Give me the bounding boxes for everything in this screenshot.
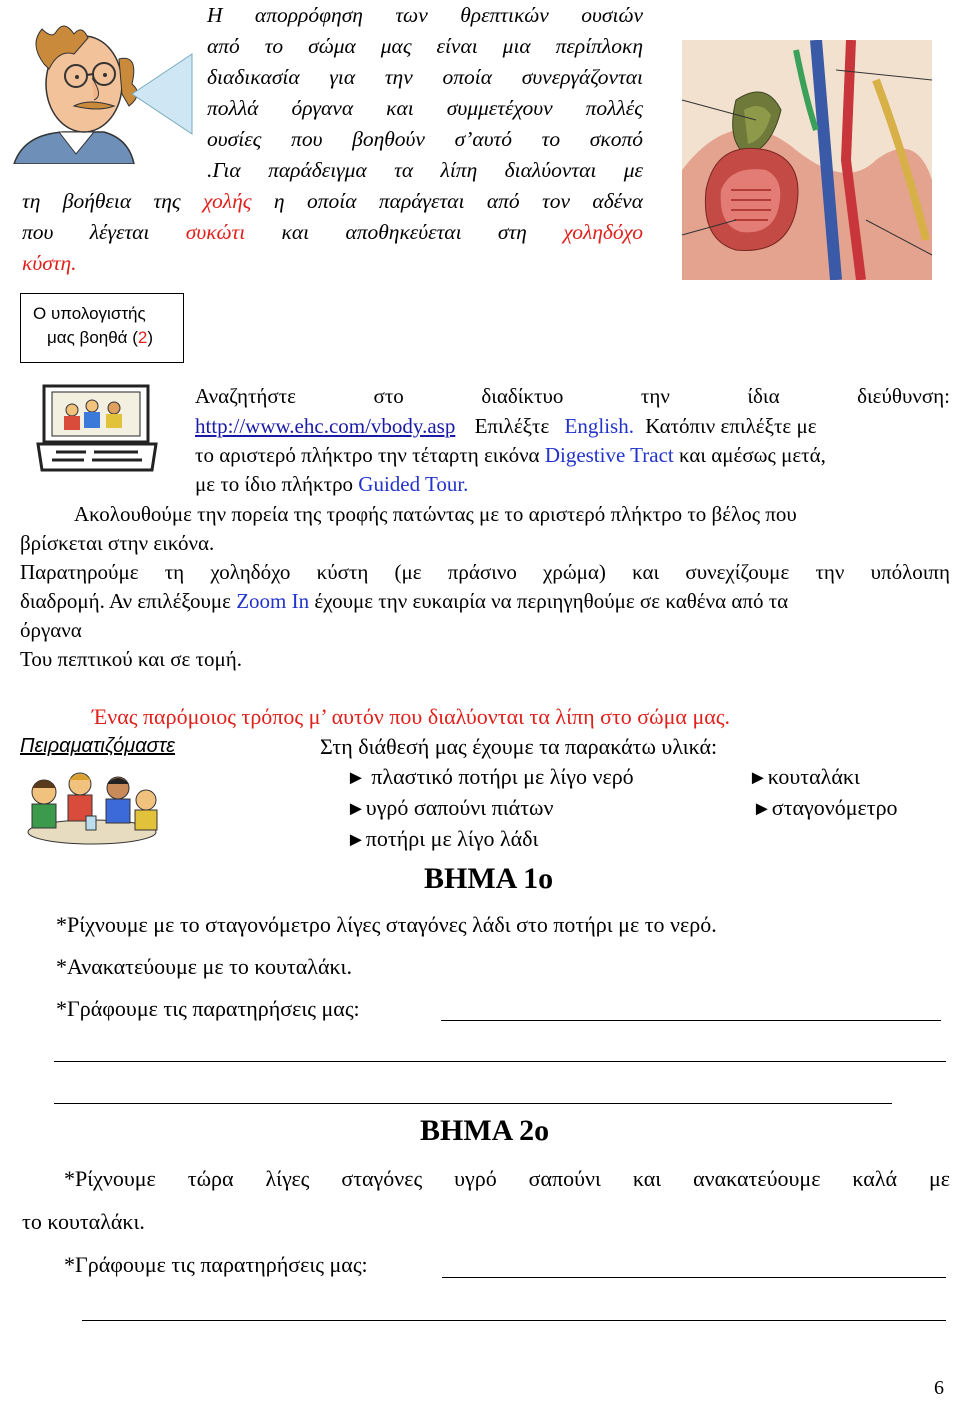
step1-title: ΒΗΜΑ 1ο xyxy=(424,862,554,895)
digestive-anatomy-image xyxy=(676,40,936,280)
helper-title: Ο υπολογιστής xyxy=(33,304,146,323)
step2-line: το κουταλάκι. xyxy=(22,1209,145,1234)
intro-line: τη βοήθεια της χολής η οποία παράγεται από τον αδένα xyxy=(22,189,643,213)
computer-icon xyxy=(34,384,160,474)
intro-line: Η απορρόφηση των θρεπτικών ουσιών xyxy=(207,3,643,27)
material-item: ► πλαστικό ποτήρι με λίγο νερό xyxy=(346,764,634,789)
experiment-label: Πειραματιζόμαστε xyxy=(20,735,175,757)
web-instruction-line: Αναζητήστε στο διαδίκτυο την ίδια διεύθυνση: xyxy=(195,384,950,408)
material-item: ►κουταλάκι xyxy=(748,764,860,789)
intro-line: ουσίες που βοηθούν σ’αυτό το σκοπό xyxy=(207,127,643,151)
web-instruction-line: με το ίδιο πλήκτρο Guided Tour. xyxy=(195,472,469,496)
answer-line[interactable] xyxy=(441,1020,941,1021)
page-number: 6 xyxy=(934,1377,944,1399)
intro-line: που λέγεται συκώτι και αποθηκεύεται στη χοληδόχο xyxy=(22,220,643,244)
intro-line: .Για παράδειγμα τα λίπη διαλύονται με xyxy=(207,158,643,182)
intro-line: πολλά όργανα και συμμετέχουν πολλές xyxy=(207,96,643,120)
children-experimenting-illustration xyxy=(22,766,160,846)
follow-line: διαδρομή. Αν επιλέξουμε Zoom In έχουμε την ευκαιρία να περιηγηθούμε σε καθένα από τα xyxy=(20,589,789,613)
answer-line[interactable] xyxy=(54,1061,946,1062)
answer-line[interactable] xyxy=(54,1103,892,1104)
professor-illustration xyxy=(4,14,194,164)
follow-line: βρίσκεται στην εικόνα. xyxy=(20,531,215,555)
materials-intro: Στη διάθεσή μας έχουμε τα παρακάτω υλικά: xyxy=(320,734,718,759)
follow-line: όργανα xyxy=(20,618,82,642)
material-item: ►υγρό σαπούνι πιάτων xyxy=(346,795,554,820)
computer-helper-box xyxy=(20,293,184,363)
follow-line: Παρατηρούμε τη χοληδόχο κύστη (με πράσινο χρώμα) και συνεχίζουμε την υπόλοιπη xyxy=(20,560,950,584)
answer-line[interactable] xyxy=(82,1320,946,1321)
material-item: ►σταγονόμετρο xyxy=(752,795,898,820)
material-item: ►ποτήρι με λίγο λάδι xyxy=(346,826,539,851)
intro-line: κύστη. xyxy=(22,251,77,275)
vbody-link[interactable]: http://www.ehc.com/vbody.asp xyxy=(195,414,456,438)
web-instruction-line: http://www.ehc.com/vbody.asp Επιλέξτε English. Κατόπιν επιλέξτε με xyxy=(195,414,817,438)
follow-line: Του πεπτικού και σε τομή. xyxy=(20,647,243,671)
helper-subtitle: μας βοηθά (2) xyxy=(47,328,154,347)
experiment-heading: Ένας παρόμοιος τρόπος μ’ αυτόν που διαλύονται τα λίπη στο σώμα μας. xyxy=(92,704,730,729)
intro-line: διαδικασία για την οποία συνεργάζονται xyxy=(207,65,643,89)
step1-item: *Γράφουμε τις παρατηρήσεις μας: xyxy=(56,996,360,1021)
follow-line: Ακολουθούμε την πορεία της τροφής πατώντας με το αριστερό πλήκτρο το βέλος που xyxy=(74,502,797,526)
step1-item: *Ανακατεύουμε με το κουταλάκι. xyxy=(56,954,352,979)
step2-title: ΒΗΜΑ 2ο xyxy=(420,1114,550,1147)
web-instruction-line: το αριστερό πλήκτρο την τέταρτη εικόνα Digestive Tract και αμέσως μετά, xyxy=(195,443,826,467)
step1-item: *Ρίχνουμε με το σταγονόμετρο λίγες σταγόνες λάδι στο ποτήρι με το νερό. xyxy=(56,912,717,937)
step2-line: *Ρίχνουμε τώρα λίγες σταγόνες υγρό σαπούνι και ανακατεύουμε καλά με xyxy=(64,1166,950,1191)
step2-line: *Γράφουμε τις παρατηρήσεις μας: xyxy=(64,1252,368,1277)
intro-line: από το σώμα μας είναι μια περίπλοκη xyxy=(207,34,643,58)
answer-line[interactable] xyxy=(442,1277,946,1278)
